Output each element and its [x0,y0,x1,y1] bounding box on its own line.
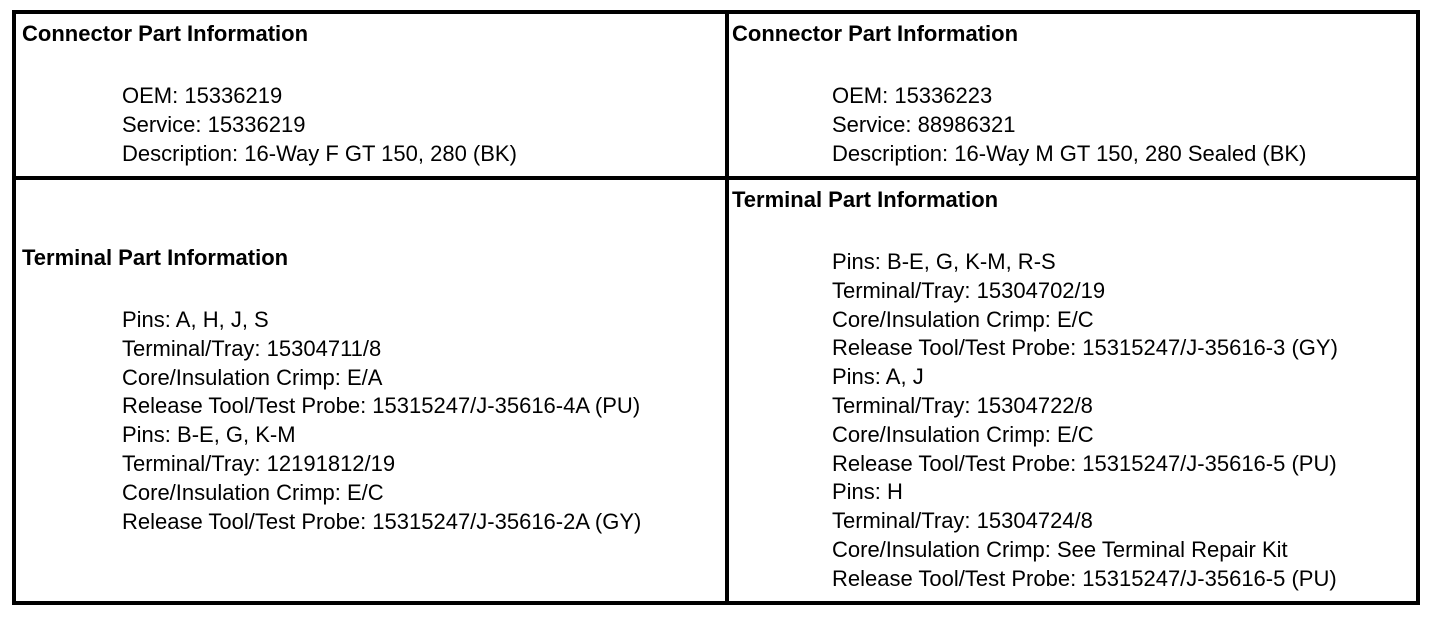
terminal-line: Pins: H [832,479,903,505]
connector-lines-right [832,82,1306,168]
connector-service-right: Service: 88986321 [832,111,1016,137]
column-divider [725,14,729,601]
connector-service-left: Service: 15336219 [122,111,306,137]
terminal-lines-left [122,306,641,536]
connector-info-table [12,10,1420,605]
terminal-heading-right: Terminal Part Information [732,187,999,212]
terminal-line: Core/Insulation Crimp: E/A [122,364,383,390]
connector-oem-left: OEM: 15336219 [122,83,283,108]
terminal-line: Release Tool/Test Probe: 15315247/J-35616-3 (GY) [832,335,1338,361]
terminal-line: Pins: B-E, G, K-M [122,422,296,448]
terminal-heading-left: Terminal Part Information [22,245,289,270]
terminal-lines-right [832,248,1338,594]
connector-description-right: Description: 16-Way M GT 150, 280 Sealed (BK) [832,140,1307,166]
terminal-line: Pins: A, J [832,364,924,390]
terminal-line: Terminal/Tray: 15304724/8 [832,508,1093,534]
terminal-line: Release Tool/Test Probe: 15315247/J-35616-2A (GY) [122,508,642,534]
terminal-line: Terminal/Tray: 15304711/8 [122,335,382,361]
row-divider [16,176,1416,180]
terminal-line: Pins: B-E, G, K-M, R-S [832,249,1056,274]
connector-lines-left [122,82,517,168]
connector-heading-left: Connector Part Information [22,21,309,46]
terminal-line: Core/Insulation Crimp: E/C [832,421,1094,447]
terminal-info-cell-right [732,186,1338,594]
terminal-line: Core/Insulation Crimp: E/C [832,306,1094,332]
terminal-line: Core/Insulation Crimp: E/C [122,479,384,505]
connector-info-cell-right [732,20,1306,168]
terminal-line: Release Tool/Test Probe: 15315247/J-35616-4A (PU) [122,393,641,419]
terminal-line: Release Tool/Test Probe: 15315247/J-35616-5 (PU) [832,450,1337,476]
connector-info-cell-left [22,20,517,168]
terminal-line: Terminal/Tray: 15304722/8 [832,392,1093,418]
terminal-line: Core/Insulation Crimp: See Terminal Repair Kit [832,536,1288,562]
connector-heading-right: Connector Part Information [732,21,1019,46]
terminal-line: Terminal/Tray: 12191812/19 [122,450,396,476]
terminal-line: Terminal/Tray: 15304702/19 [832,277,1106,303]
connector-oem-right: OEM: 15336223 [832,83,993,108]
terminal-info-cell-left [22,244,641,536]
terminal-line: Pins: A, H, J, S [122,307,269,332]
terminal-line: Release Tool/Test Probe: 15315247/J-35616-5 (PU) [832,565,1337,591]
connector-description-left: Description: 16-Way F GT 150, 280 (BK) [122,140,517,166]
